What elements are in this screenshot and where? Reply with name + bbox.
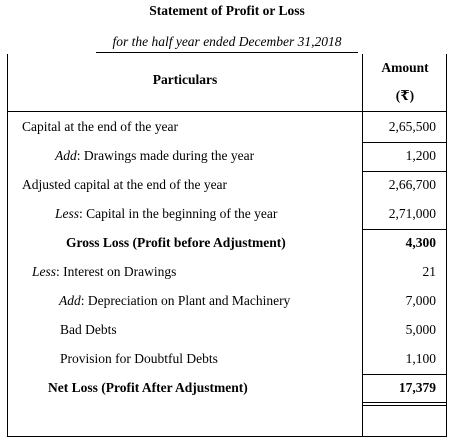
row-text: : Drawings made during the year [76,148,255,163]
row-text: Gross Loss (Profit before Adjustment) [66,235,286,250]
row-amount: 17,379 [398,380,436,395]
row-text: Provision for Doubtful Debts [60,351,218,366]
table-row [8,142,448,171]
row-label [55,206,277,222]
row-text: Bad Debts [60,322,117,337]
table-row [8,345,448,374]
row-label [32,264,176,280]
header-rule [8,111,446,112]
row-amount: 4,300 [405,235,436,250]
statement-table [7,54,447,437]
row-label [55,148,254,164]
row-label [60,322,117,338]
row-label [60,351,218,367]
row-text: : Depreciation on Plant and Machinery [80,293,291,308]
table-row [8,316,448,345]
statement-subtitle: for the half year ended December 31,2018 [112,34,342,49]
row-label [48,380,248,396]
row-prefix: Less [32,264,57,279]
table-row [8,113,448,142]
row-amount: 5,000 [405,322,436,337]
row-text: Capital at the end of the year [22,119,178,134]
row-amount: 1,100 [405,351,436,366]
header-particulars: Particulars [152,72,218,87]
table-row [8,287,448,316]
table-row [8,374,448,403]
row-amount: 2,65,500 [388,119,436,134]
row-text: Net Loss (Profit After Adjustment) [48,380,248,395]
row-amount: 2,66,700 [388,177,436,192]
table-row [8,258,448,287]
row-prefix: Less [55,206,80,221]
row-text: : Capital in the beginning of the year [79,206,278,221]
row-text: : Interest on Drawings [56,264,177,279]
amount-rule [363,402,447,403]
row-prefix: Add [59,293,81,308]
table-row [8,200,448,229]
header-amount: Amount [381,60,429,75]
amount-double-rule [363,405,447,406]
row-amount: 1,200 [405,148,436,163]
row-label [66,235,286,251]
row-amount: 2,71,000 [388,206,436,221]
row-label [59,293,290,309]
statement-title: Statement of Profit or Loss [149,3,305,18]
header-currency-unit: (₹) [395,88,415,103]
row-label [22,177,227,193]
row-amount: 21 [422,264,436,279]
row-text: Adjusted capital at the end of the year [22,177,228,192]
table-row [8,229,448,258]
subtitle-underline [96,52,358,53]
row-amount: 7,000 [405,293,436,308]
row-label [22,119,178,135]
table-row [8,171,448,200]
row-prefix: Add [55,148,77,163]
